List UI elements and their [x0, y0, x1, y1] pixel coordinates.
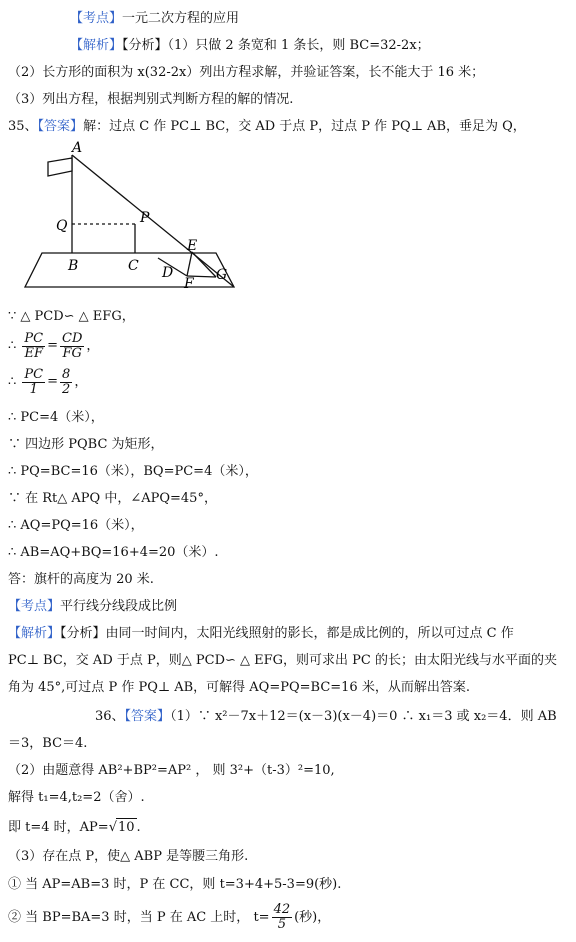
answer-tag: 【答案】	[37, 119, 84, 134]
step-pq-bq: ∴ PQ=BC=16（米），BQ=PC=4（米），	[8, 464, 258, 479]
denominator: EF	[24, 345, 44, 361]
punctuation: .	[136, 820, 141, 835]
step-ap-value	[8, 818, 141, 837]
case-1: ① 当 AP=AB=3 时，P 在 CC，则 t=3+4+5-3=9(秒).	[8, 877, 342, 892]
text-prefix: ② 当 BP=BA=3 时，当 P 在 AC 上时， t=	[8, 910, 270, 925]
label-G: G	[216, 267, 228, 283]
label-P: P	[140, 210, 150, 226]
sun-ray-line	[72, 155, 234, 287]
step-ratio-2	[8, 367, 87, 398]
step-pythagoras: （2）由题意得 AB²+BP²=AP² ， 则 3²+（t-3）²=10,	[8, 763, 335, 778]
fraction-pc-ef	[22, 332, 45, 361]
flagpole-shadow-figure	[20, 140, 245, 295]
numerator: PC	[24, 366, 44, 382]
answer-tag: 【答案】	[124, 709, 171, 724]
step-similar-triangles: ∵ △ PCD∽ △ EFG，	[8, 309, 135, 324]
label-D: D	[162, 265, 174, 281]
answer-text: 解：过点 C 作 PC⊥ BC，交 AD 于点 P，过点 P 作 PQ⊥ AB，垂足为 Q，	[83, 119, 526, 134]
question-number: 35、	[8, 119, 38, 134]
analysis-line-2: （2）长方形的面积为 x(32-2x）列出方程求解，并验证答案，长不能大于 16 米；	[8, 65, 485, 80]
eg-line	[192, 252, 216, 277]
flag-icon	[48, 158, 72, 176]
label-F: F	[184, 276, 194, 292]
ef-line	[187, 252, 192, 276]
step-isosceles: （3）存在点 P，使△ ABP 是等腰三角形.	[8, 849, 249, 864]
label-A: A	[72, 140, 83, 156]
denominator: 5	[277, 917, 286, 932]
step-aq: ∴ AQ=PQ=16（米），	[8, 518, 144, 533]
denominator: 2	[62, 381, 71, 397]
fraction-8-2	[60, 368, 72, 397]
answer-text: （1）∵ x²－7x＋12＝(x－3)(x－4)＝0 ∴ x₁＝3 或 x₂＝4．则 AB	[170, 709, 557, 724]
analysis-text: 【分析】（1）只做 2 条宽和 1 条长，则 BC=32-2x；	[122, 38, 430, 53]
analysis-line-1	[70, 37, 430, 55]
analysis-line-3: （3）列出方程，根据判别式判断方程的解的情况.	[8, 92, 294, 107]
sqrt-symbol: √	[108, 820, 117, 835]
answer-36-line	[95, 708, 557, 726]
label-E: E	[187, 238, 198, 254]
kaodian-line-2	[8, 598, 177, 616]
step-pc: ∴ PC=4（米），	[8, 410, 104, 425]
analysis-line-4	[8, 625, 514, 643]
text-prefix: 即 t=4 时，AP=	[8, 820, 109, 835]
step-ab: ∴ AB=AQ+BQ=16+4=20（米）.	[8, 545, 219, 560]
kaodian-tag: 【考点】	[70, 11, 123, 26]
analysis-tag: 【解析】	[8, 626, 61, 641]
analysis-text: 【分析】由同一时间内，太阳光线照射的影长，都是成比例的，所以可过点 C 作	[60, 626, 514, 641]
denominator: 1	[29, 381, 38, 397]
answer-36-cont: ＝3，BC＝4.	[8, 736, 88, 751]
therefore-symbol: ∴	[8, 374, 17, 390]
label-C: C	[128, 258, 139, 274]
step-ratio-1	[8, 331, 99, 362]
sqrt-radicand: 10	[117, 820, 135, 835]
answer-35-line	[8, 118, 526, 136]
step-right-triangle: ∵ 在 Rt△ APQ 中，∠APQ=45°，	[8, 491, 217, 506]
fraction-42-5	[272, 903, 293, 932]
denominator: FG	[62, 345, 82, 361]
final-answer: 答：旗杆的高度为 20 米.	[8, 572, 154, 587]
therefore-symbol: ∴	[8, 338, 17, 354]
kaodian-line-1	[70, 10, 239, 28]
kaodian-text: 平行线分线段成比例	[60, 599, 178, 614]
punctuation: (秒)，	[294, 910, 331, 925]
numerator: PC	[24, 330, 44, 346]
step-solve-t: 解得 t₁=4,t₂=2（舍）.	[8, 790, 145, 805]
label-B: B	[68, 258, 79, 274]
punctuation: ，	[74, 374, 88, 390]
kaodian-tag: 【考点】	[8, 599, 61, 614]
punctuation: ，	[86, 338, 100, 354]
case-2	[8, 903, 330, 933]
step-rectangle: ∵ 四边形 PQBC 为矩形，	[8, 437, 164, 452]
equals-sign: =	[47, 374, 59, 389]
fraction-cd-fg	[60, 332, 84, 361]
numerator: CD	[62, 330, 83, 346]
numerator: 8	[62, 366, 71, 382]
kaodian-text: 一元二次方程的应用	[122, 11, 240, 26]
label-Q: Q	[56, 218, 68, 234]
equals-sign: =	[47, 338, 59, 353]
analysis-tag: 【解析】	[70, 38, 123, 53]
question-number: 36、	[95, 709, 125, 724]
numerator: 42	[273, 902, 291, 917]
analysis-line-6: 角为 45°,可过点 P 作 PQ⊥ AB，可解得 AQ=PQ=BC=16 米，从而解出答案.	[8, 680, 470, 695]
analysis-line-5: PC⊥ BC，交 AD 于点 P，则△ PCD∽ △ EFG，则可求出 PC 的长；由太阳光线与水平面的夹	[8, 653, 558, 668]
fraction-pc-1	[22, 368, 45, 397]
